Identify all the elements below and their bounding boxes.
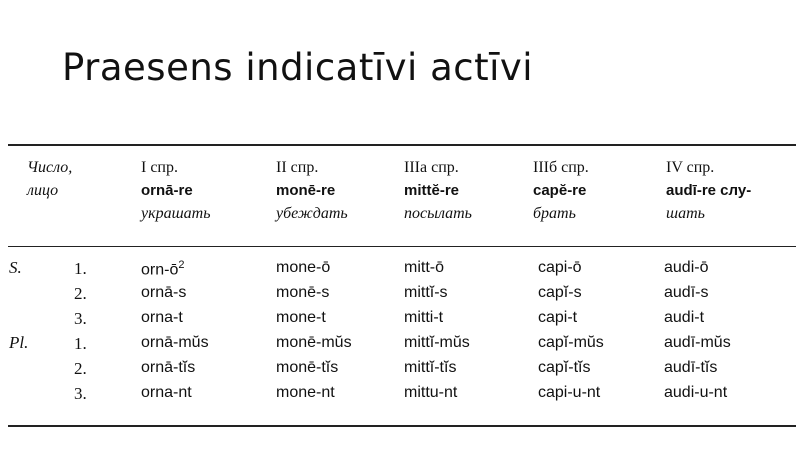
verb-form: capi-ō: [538, 259, 582, 276]
header-gloss: убеждать: [276, 205, 348, 222]
verb-form: capĭ-mŭs: [538, 334, 604, 351]
table-top-rule: [8, 144, 796, 146]
person-number: 1.: [74, 334, 87, 353]
number-label-singular: S.: [9, 258, 22, 277]
header-conjugation-1: [141, 156, 211, 225]
verb-form: capĭ-tĭs: [538, 359, 591, 376]
header-verb: capĕ-re: [533, 182, 587, 199]
header-gloss: украшать: [141, 205, 211, 222]
header-person-line-2: лицо: [27, 182, 59, 199]
header-verb: monē-re: [276, 182, 336, 199]
verb-form: audi-t: [664, 309, 705, 326]
person-number: 2.: [74, 359, 87, 378]
header-conj-label: IIIa спр.: [404, 159, 459, 176]
header-conjugation-3a: [404, 156, 472, 225]
verb-form: audī-s: [664, 284, 709, 301]
verb-form: mittĭ-tĭs: [404, 359, 457, 376]
verb-form: mittĭ-s: [404, 284, 448, 301]
verb-form: audi-u-nt: [664, 384, 728, 401]
verb-form: mittĭ-mŭs: [404, 334, 470, 351]
header-conj-label: II спр.: [276, 159, 319, 176]
header-gloss: брать: [533, 205, 576, 222]
verb-form: monē-mŭs: [276, 334, 352, 351]
verb-form: ornā-tĭs: [141, 359, 196, 376]
footnote-marker: 2: [178, 259, 185, 271]
header-conj-label: IV спр.: [666, 159, 715, 176]
verb-form: capi-t: [538, 309, 578, 326]
header-conjugation-2: [276, 156, 348, 225]
verb-form: audi-ō: [664, 259, 709, 276]
verb-form: mittu-nt: [404, 384, 458, 401]
verb-form: capi-u-nt: [538, 384, 601, 401]
person-number: 2.: [74, 284, 87, 303]
verb-form: orn-$ō^2$: [141, 259, 185, 279]
verb-form: mone-t: [276, 309, 326, 326]
verb-form: monē-s: [276, 284, 330, 301]
verb-form: audī-tĭs: [664, 359, 718, 376]
header-verb: audī-re слу-: [666, 182, 752, 199]
header-verb: mittĕ-re: [404, 182, 460, 199]
verb-form: mitti-t: [404, 309, 444, 326]
person-number: 3.: [74, 384, 87, 403]
header-gloss: посылать: [404, 205, 472, 222]
verb-form: ornā-s: [141, 284, 187, 301]
person-number: 1.: [74, 259, 87, 278]
table-header-rule: [8, 246, 796, 247]
header-verb: ornā-re: [141, 182, 193, 199]
verb-form: ornā-mŭs: [141, 334, 209, 351]
verb-form: mitt-ō: [404, 259, 444, 276]
verb-form: audī-mŭs: [664, 334, 731, 351]
number-label-plural: Pl.: [9, 333, 29, 352]
verb-form: orna-nt: [141, 384, 192, 401]
slide-title: Praesens indicatīvi actīvi: [62, 46, 534, 89]
header-conj-label: I спр.: [141, 159, 178, 176]
person-number: 3.: [74, 309, 87, 328]
header-conjugation-3b: [533, 156, 589, 225]
verb-form: orna-t: [141, 309, 183, 326]
header-conj-label: IIIб спр.: [533, 159, 589, 176]
verb-form: monē-tĭs: [276, 359, 339, 376]
verb-form: mone-nt: [276, 384, 335, 401]
header-person-line-1: Число,: [27, 159, 73, 176]
verb-form: capĭ-s: [538, 284, 582, 301]
header-person-column: [27, 156, 72, 202]
header-conjugation-4: [666, 156, 751, 225]
verb-form: mone-ō: [276, 259, 331, 276]
table-bottom-rule: [8, 425, 796, 427]
header-gloss: шать: [666, 205, 705, 222]
